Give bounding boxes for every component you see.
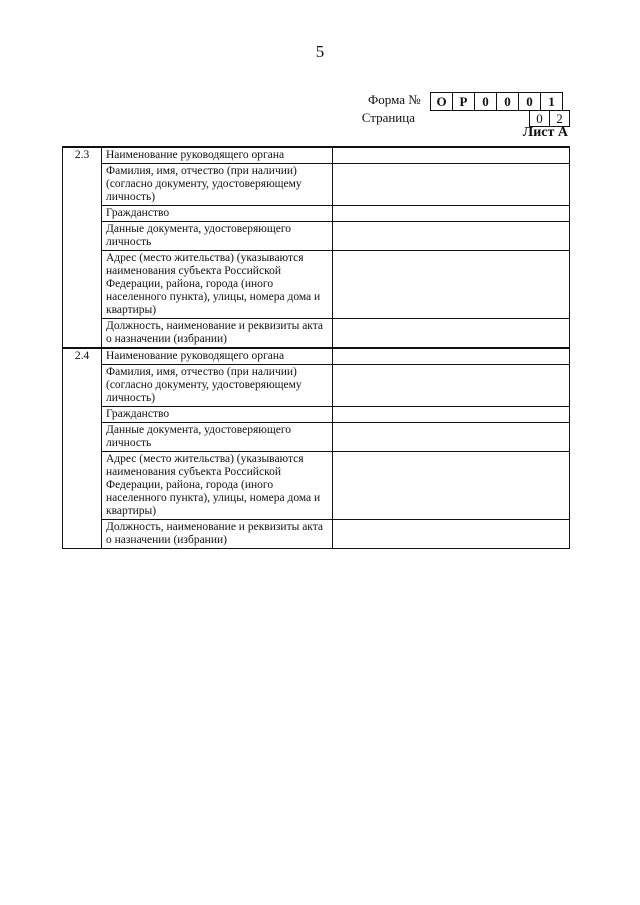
row-label: Наименование руководящего органа — [102, 348, 333, 365]
row-value-field[interactable] — [333, 222, 570, 251]
row-value-field[interactable] — [333, 520, 570, 549]
row-value-field[interactable] — [333, 147, 570, 164]
form-code-cell: 0 — [518, 93, 540, 110]
row-value-field[interactable] — [333, 452, 570, 520]
table-row — [63, 423, 570, 452]
row-label: Должность, наименование и реквизиты акта о назначении (избрании) — [102, 319, 333, 349]
page-number: 5 — [315, 42, 325, 61]
form-code-cell: 1 — [540, 93, 562, 110]
row-value-field[interactable] — [333, 206, 570, 222]
row-label: Гражданство — [102, 407, 333, 423]
row-value-field[interactable] — [333, 164, 570, 206]
row-label: Фамилия, имя, отчество (при наличии) (согласно документу, удостоверяющему личность) — [102, 365, 333, 407]
row-value-field[interactable] — [333, 423, 570, 452]
table-row — [63, 452, 570, 520]
table-row — [63, 251, 570, 319]
row-label: Гражданство — [102, 206, 333, 222]
table-row — [63, 348, 570, 365]
form-label: Форма № — [368, 92, 421, 107]
form-code-cell: 0 — [474, 93, 496, 110]
row-value-field[interactable] — [333, 365, 570, 407]
table-row — [63, 206, 570, 222]
table-row — [63, 319, 570, 349]
row-label: Данные документа, удостоверяющего личность — [102, 222, 333, 251]
row-label: Данные документа, удостоверяющего личность — [102, 423, 333, 452]
form-table — [62, 146, 570, 549]
table-row — [63, 147, 570, 164]
row-value-field[interactable] — [333, 251, 570, 319]
row-label: Наименование руководящего органа — [102, 147, 333, 164]
row-value-field[interactable] — [333, 348, 570, 365]
row-value-field[interactable] — [333, 319, 570, 349]
table-row — [63, 407, 570, 423]
section-number: 2.4 — [63, 348, 102, 549]
table-row — [63, 520, 570, 549]
page-cell: 2 — [549, 111, 569, 126]
form-code-cell: 0 — [496, 93, 518, 110]
table-row — [63, 164, 570, 206]
table-row — [63, 365, 570, 407]
form-code-cell: Р — [452, 93, 474, 110]
row-value-field[interactable] — [333, 407, 570, 423]
row-label: Должность, наименование и реквизиты акта о назначении (избрании) — [102, 520, 333, 549]
row-label: Адрес (место жительства) (указываются наименования субъекта Российской Федерации, района, города (иного населенного пункта), улицы, номера дома и квартиры) — [102, 251, 333, 319]
form-code-cells — [430, 92, 563, 111]
section-number: 2.3 — [63, 147, 102, 348]
page-label: Страница — [361, 110, 415, 125]
table-row — [63, 222, 570, 251]
form-code-cell: О — [436, 94, 447, 109]
row-label: Адрес (место жительства) (указываются наименования субъекта Российской Федерации, района, города (иного населенного пункта), улицы, номера дома и квартиры) — [102, 452, 333, 520]
sheet-label: Лист А — [522, 125, 568, 140]
page-cell: 0 — [536, 111, 543, 126]
row-label: Фамилия, имя, отчество (при наличии) (согласно документу, удостоверяющему личность) — [102, 164, 333, 206]
